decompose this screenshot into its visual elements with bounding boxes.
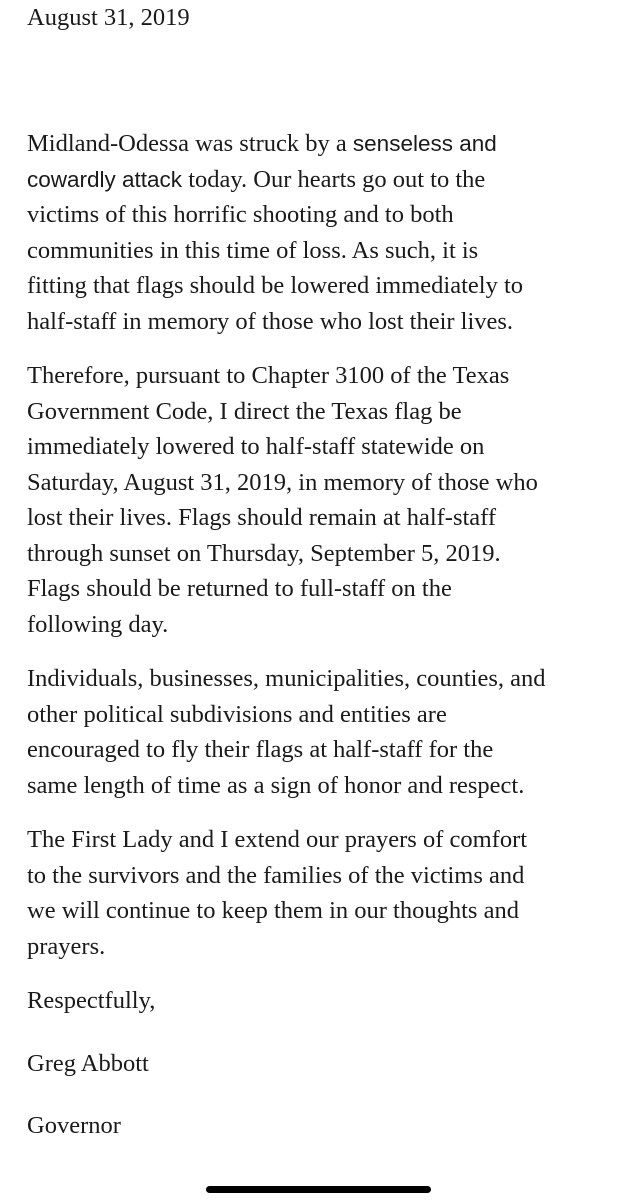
paragraph-directive [27,358,617,642]
home-indicator-bar[interactable] [206,1186,431,1193]
text-line: through sunset on Thursday, September 5, 2019. [27,539,501,567]
text-line: Therefore, pursuant to Chapter 3100 of the Texas [27,362,510,389]
text-span: today. Our hearts go out to the [182,165,486,193]
text-line: Government Code, I direct the Texas flag be [27,397,462,425]
paragraph-prayers [27,822,617,964]
statement-body [27,126,617,1171]
text-line: Individuals, businesses, municipalities, counties, and [27,665,546,692]
paragraph-tragedy [27,126,617,339]
text-line: The First Lady and I extend our prayers of comfort [27,826,528,853]
text-line: fitting that flags should be lowered immediately to [27,272,524,299]
text-line: half-staff in memory of those who lost their lives. [27,307,514,335]
text-line: lost their lives. Flags should remain at half-staff [27,504,497,531]
text-line [27,126,617,162]
text-line [27,162,617,198]
highlighted-phrase: cowardly attack [27,166,183,192]
text-line: immediately lowered to half-staff statewide on [27,433,485,460]
text-line: to the survivors and the families of the victims and [27,861,525,889]
text-line: following day. [27,610,169,638]
text-line: we will continue to keep them in our thoughts and [27,897,519,924]
closing-salutation: Respectfully, [27,987,156,1014]
paragraph-encouragement [27,661,617,803]
text-line: same length of time as a sign of honor and respect. [27,771,525,799]
text-line: Flags should be returned to full-staff on the [27,575,452,602]
signature-block [27,983,617,1144]
text-line: encouraged to fly their flags at half-staff for the [27,736,494,763]
highlighted-phrase: senseless and [352,131,497,156]
signer-name: Greg Abbott [27,1049,149,1077]
text-line: other political subdivisions and entities are [27,700,447,728]
signer-title: Governor [27,1112,121,1139]
text-line: communities in this time of loss. As such, it is [27,236,479,264]
text-span: Midland-Odessa was struck by a [27,130,353,157]
text-line: prayers. [27,932,106,960]
document-date: August 31, 2019 [27,4,190,31]
text-line: victims of this horrific shooting and to both [27,201,454,228]
text-line: Saturday, August 31, 2019, in memory of those who [27,468,538,496]
